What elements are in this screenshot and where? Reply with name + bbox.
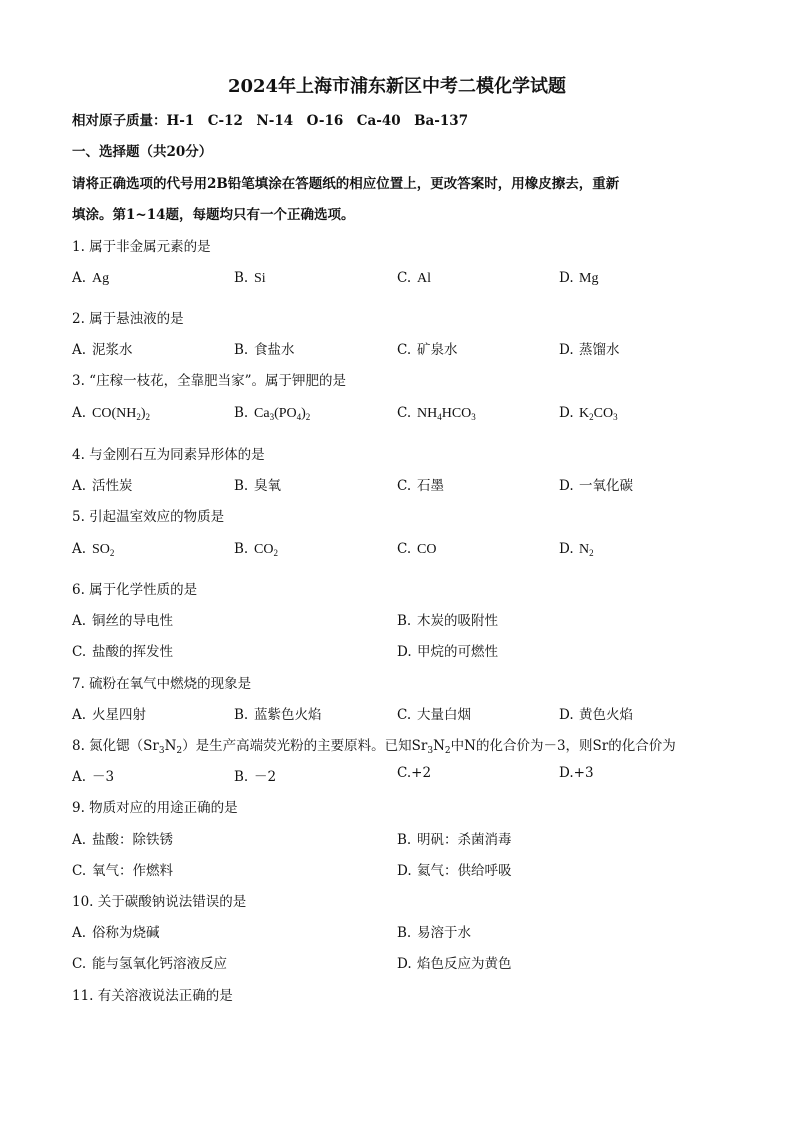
- question-stem: 8. 氮化锶$(Sr_3N_2)$是生产高端荧光粉的主要原料。已知$Sr_3N_2$中N的化合价为－3，则Sr的化合价为: [72, 738, 676, 756]
- option-b[interactable]: [234, 703, 322, 723]
- option-label: C.: [397, 270, 412, 286]
- option-row: [72, 828, 732, 848]
- option-label: B.: [234, 405, 249, 421]
- option-d[interactable]: [559, 474, 633, 494]
- atomic-masses: 相对原子质量：H-1 C-12 N-14 O-16 Ca-40 Ba-137: [72, 113, 469, 129]
- option-b[interactable]: [234, 474, 281, 494]
- page-title: 2024年上海市浦东新区中考二模化学试题: [227, 76, 567, 97]
- option-c[interactable]: [72, 640, 173, 660]
- option-label: C.: [397, 765, 412, 781]
- formula-calcium-phosphate: $Ca_3(PO_4)_2$: [254, 406, 311, 422]
- option-b[interactable]: [234, 765, 276, 785]
- option-text: －2: [254, 769, 277, 785]
- option-c[interactable]: [397, 405, 476, 422]
- option-text: 食盐水: [254, 342, 295, 358]
- question-stem: 5. 引起温室效应的物质是: [72, 509, 225, 525]
- option-b[interactable]: [234, 541, 278, 558]
- option-c[interactable]: [397, 270, 431, 287]
- instruction-line-2: 填涂。第1~14题，每题均只有一个正确选项。: [72, 207, 355, 223]
- option-label: D.: [559, 707, 574, 723]
- option-label: B.: [397, 925, 412, 941]
- option-label: D.: [559, 405, 574, 421]
- option-b[interactable]: [234, 338, 295, 358]
- option-row: [72, 921, 732, 941]
- option-label: A.: [72, 541, 87, 557]
- option-label: A.: [72, 925, 87, 941]
- option-d[interactable]: [397, 859, 512, 879]
- option-label: C.: [72, 644, 87, 660]
- option-label: A.: [72, 342, 87, 358]
- option-a[interactable]: [72, 270, 109, 287]
- option-label: A.: [72, 405, 87, 421]
- option-c[interactable]: [397, 338, 458, 358]
- option-label: B.: [234, 342, 249, 358]
- option-label: C.: [397, 541, 412, 557]
- formula-urea: $CO(NH_2)_2$: [92, 406, 151, 422]
- option-d[interactable]: [397, 640, 498, 660]
- option-c[interactable]: [397, 541, 436, 558]
- formula-n2: $N_2$: [579, 542, 594, 558]
- option-a[interactable]: [72, 828, 173, 848]
- option-text: 活性炭: [92, 478, 133, 494]
- option-d[interactable]: [559, 338, 620, 358]
- option-text: －3: [92, 769, 115, 785]
- option-text: 黄色火焰: [579, 707, 633, 723]
- option-label: A.: [72, 769, 87, 785]
- option-label: C.: [397, 342, 412, 358]
- option-label: B.: [234, 769, 249, 785]
- formula-potassium-carbonate: $K_2CO_3$: [579, 406, 618, 422]
- option-row: [72, 952, 732, 972]
- option-text: 蓝紫色火焰: [254, 707, 322, 723]
- option-row: [72, 765, 732, 785]
- option-label: B.: [234, 541, 249, 557]
- option-d[interactable]: [559, 765, 594, 781]
- option-label: D.: [559, 270, 574, 286]
- question-stem: 3. “庄稼一枝花，全靠肥当家”。属于钾肥的是: [72, 373, 346, 389]
- option-text: 蒸馏水: [579, 342, 620, 358]
- option-a[interactable]: [72, 338, 133, 358]
- option-label: B.: [234, 270, 249, 286]
- option-label: A.: [72, 478, 87, 494]
- option-a[interactable]: [72, 405, 150, 422]
- question-stem: 4. 与金刚石互为同素异形体的是: [72, 447, 265, 463]
- option-label: D.: [559, 765, 574, 781]
- option-label: D.: [397, 863, 412, 879]
- option-b[interactable]: [397, 609, 498, 629]
- option-d[interactable]: [559, 703, 633, 723]
- formula-so2: $SO_2$: [92, 542, 115, 558]
- option-c[interactable]: [397, 474, 444, 494]
- option-text: 石墨: [417, 478, 444, 494]
- option-row: [72, 541, 732, 561]
- option-a[interactable]: [72, 703, 146, 723]
- option-text: 明矾：杀菌消毒: [417, 832, 512, 848]
- question-stem: 11. 有关溶液说法正确的是: [72, 988, 233, 1004]
- option-text: 能与氢氧化钙溶液反应: [92, 956, 227, 972]
- option-c[interactable]: [72, 952, 227, 972]
- formula-co2: $CO_2$: [254, 542, 278, 558]
- option-text: 氦气：供给呼吸: [417, 863, 512, 879]
- option-label: B.: [397, 613, 412, 629]
- option-a[interactable]: [72, 765, 114, 785]
- option-row: [72, 609, 732, 629]
- option-row: [72, 859, 732, 879]
- option-label: A.: [72, 270, 87, 286]
- option-label: D.: [559, 478, 574, 494]
- option-label: B.: [397, 832, 412, 848]
- question-stem: 7. 硫粉在氧气中燃烧的现象是: [72, 676, 252, 692]
- option-row: [72, 338, 732, 358]
- option-d[interactable]: [559, 541, 594, 558]
- option-label: A.: [72, 613, 87, 629]
- option-text: 火星四射: [92, 707, 146, 723]
- option-label: C.: [72, 956, 87, 972]
- option-text: +2: [411, 765, 432, 781]
- option-text: 泥浆水: [92, 342, 133, 358]
- option-row: [72, 405, 732, 425]
- option-label: A.: [72, 707, 87, 723]
- option-text: Al: [417, 271, 431, 286]
- formula-co: CO: [417, 542, 437, 557]
- option-c[interactable]: [397, 703, 471, 723]
- option-text: 矿泉水: [417, 342, 458, 358]
- option-text: 焰色反应为黄色: [417, 956, 512, 972]
- formula-ammonium-bicarbonate: $NH_4HCO_3$: [417, 406, 476, 422]
- question-stem: 10. 关于碳酸钠说法错误的是: [72, 894, 247, 910]
- option-text: 一氧化碳: [579, 478, 633, 494]
- option-a[interactable]: [72, 921, 160, 941]
- option-text: 木炭的吸附性: [417, 613, 498, 629]
- option-row: [72, 474, 732, 494]
- question-stem: 9. 物质对应的用途正确的是: [72, 800, 238, 816]
- question-stem: 2. 属于悬浊液的是: [72, 311, 184, 327]
- option-label: D.: [559, 541, 574, 557]
- option-c[interactable]: [397, 765, 431, 781]
- question-stem: 1. 属于非金属元素的是: [72, 239, 211, 255]
- option-text: 大量白烟: [417, 707, 471, 723]
- option-b[interactable]: [234, 405, 310, 422]
- option-text: Ag: [92, 271, 110, 286]
- option-text: 甲烷的可燃性: [417, 644, 498, 660]
- option-text: 盐酸的挥发性: [92, 644, 173, 660]
- option-text: Si: [254, 271, 266, 286]
- option-label: D.: [559, 342, 574, 358]
- option-label: B.: [234, 478, 249, 494]
- option-row: [72, 270, 732, 290]
- option-c[interactable]: [72, 859, 173, 879]
- option-text: 铜丝的导电性: [92, 613, 173, 629]
- option-label: C.: [72, 863, 87, 879]
- option-label: C.: [397, 405, 412, 421]
- option-b[interactable]: [397, 828, 512, 848]
- option-d[interactable]: [397, 952, 512, 972]
- option-text: Mg: [579, 271, 599, 286]
- option-label: B.: [234, 707, 249, 723]
- option-label: D.: [397, 956, 412, 972]
- option-text: 盐酸：除铁锈: [92, 832, 173, 848]
- option-label: A.: [72, 832, 87, 848]
- option-text: 氧气：作燃料: [92, 863, 173, 879]
- option-a[interactable]: [72, 474, 133, 494]
- option-d[interactable]: [559, 270, 598, 287]
- option-a[interactable]: [72, 541, 114, 558]
- instruction-line-1: 请将正确选项的代号用2B铅笔填涂在答题纸的相应位置上，更改答案时，用橡皮擦去，重新: [72, 176, 620, 192]
- option-row: [72, 640, 732, 660]
- section-heading: 一、选择题（共20分）: [72, 144, 213, 160]
- option-d[interactable]: [559, 405, 618, 422]
- option-b[interactable]: [397, 921, 471, 941]
- option-label: C.: [397, 707, 412, 723]
- option-text: 俗称为烧碱: [92, 925, 160, 941]
- option-b[interactable]: [234, 270, 266, 287]
- option-text: +3: [573, 765, 594, 781]
- option-text: 臭氧: [254, 478, 281, 494]
- question-stem: 6. 属于化学性质的是: [72, 582, 198, 598]
- option-a[interactable]: [72, 609, 173, 629]
- option-label: C.: [397, 478, 412, 494]
- option-label: D.: [397, 644, 412, 660]
- option-row: [72, 703, 732, 723]
- option-text: 易溶于水: [417, 925, 471, 941]
